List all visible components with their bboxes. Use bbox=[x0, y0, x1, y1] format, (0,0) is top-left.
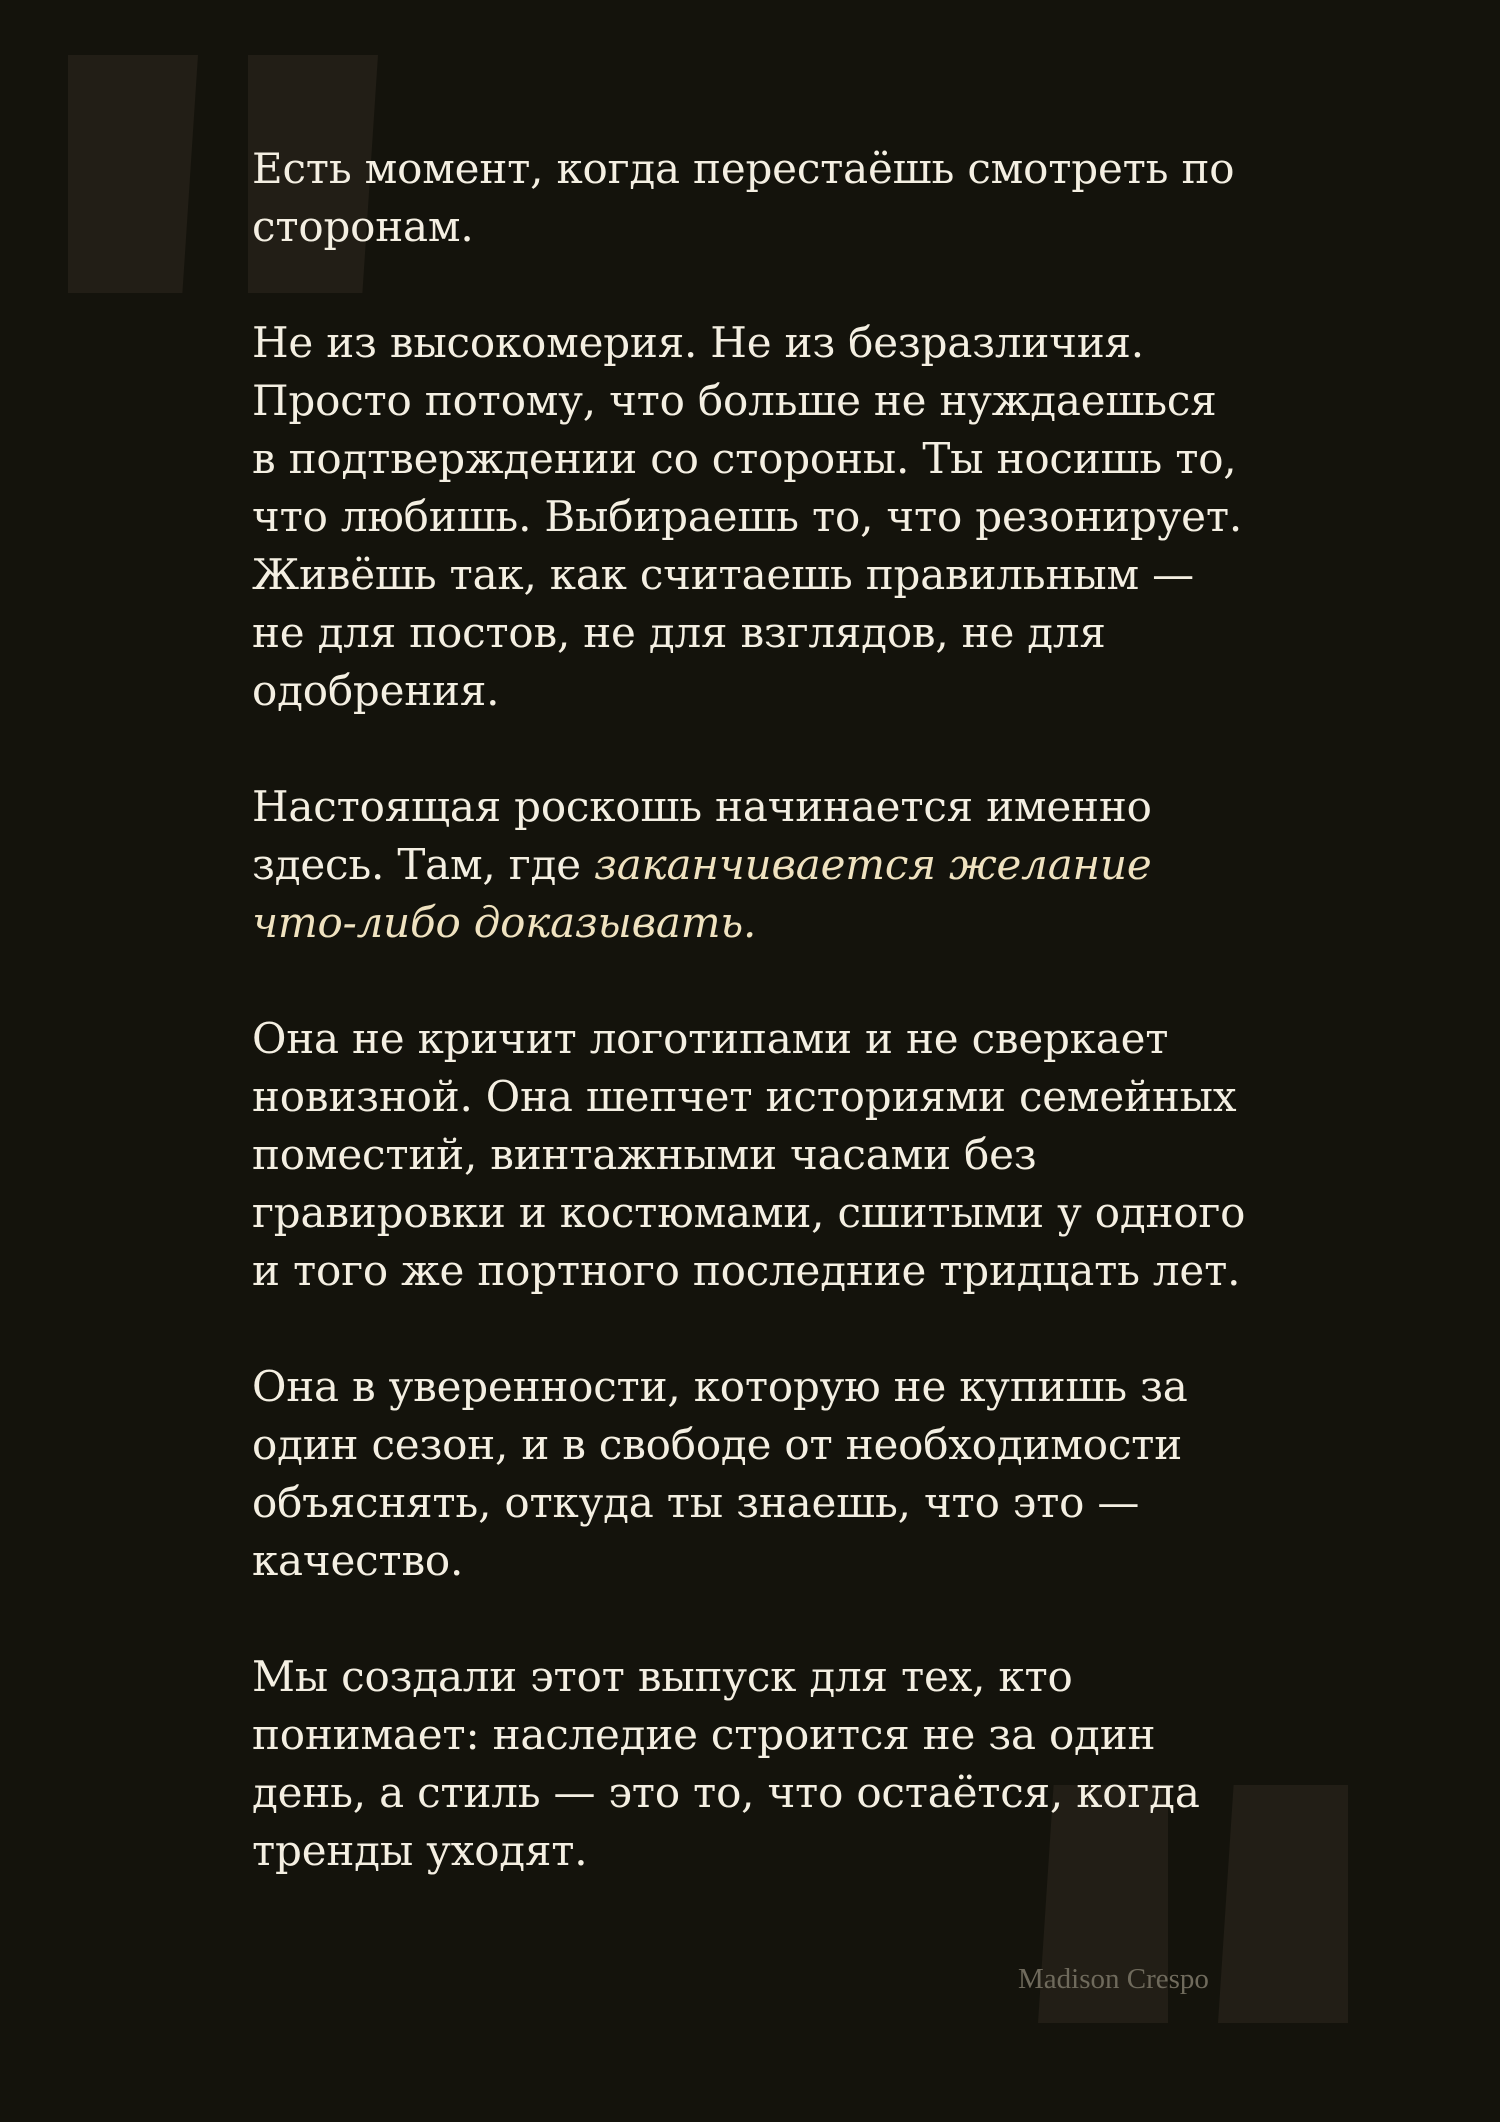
author-signature: Madison Crespo bbox=[1018, 1963, 1209, 1995]
paragraph-3-text: Настоящая роскошь начинается именно здесь. Там, где bbox=[252, 782, 1152, 889]
paragraph-3 bbox=[252, 778, 1252, 952]
paragraph-6: Мы создали этот выпуск для тех, кто понимает: наследие строится не за один день, а стиль — это то, что остаётся, когда тренды уходят. bbox=[252, 1652, 1200, 1875]
paragraph-1: Есть момент, когда перестаёшь смотреть по сторонам. bbox=[252, 144, 1235, 251]
editorial-text bbox=[252, 140, 1252, 1938]
paragraph-4: Она не кричит логотипами и не сверкает новизной. Она шепчет историями семейных поместий, винтажными часами без гравировки и костюмами, сшитыми у одного и того же портного последние тридцать лет. bbox=[252, 1014, 1246, 1295]
paragraph-3-emphasis: заканчивается желание что-либо доказывать. bbox=[252, 840, 1152, 947]
paragraph-2: Не из высокомерия. Не из безразличия. Просто потому, что больше не нуждаешься в подтверждении со стороны. Ты носишь то, что любишь. Выбираешь то, что резонирует. Живёшь так, как считаешь правильным — не для постов, не для взглядов, не для одобрения. bbox=[252, 318, 1243, 715]
paragraph-5: Она в уверенности, которую не купишь за один сезон, и в свободе от необходимости объяснять, откуда ты знаешь, что это — качество. bbox=[252, 1362, 1188, 1585]
quote-bar bbox=[68, 55, 198, 293]
